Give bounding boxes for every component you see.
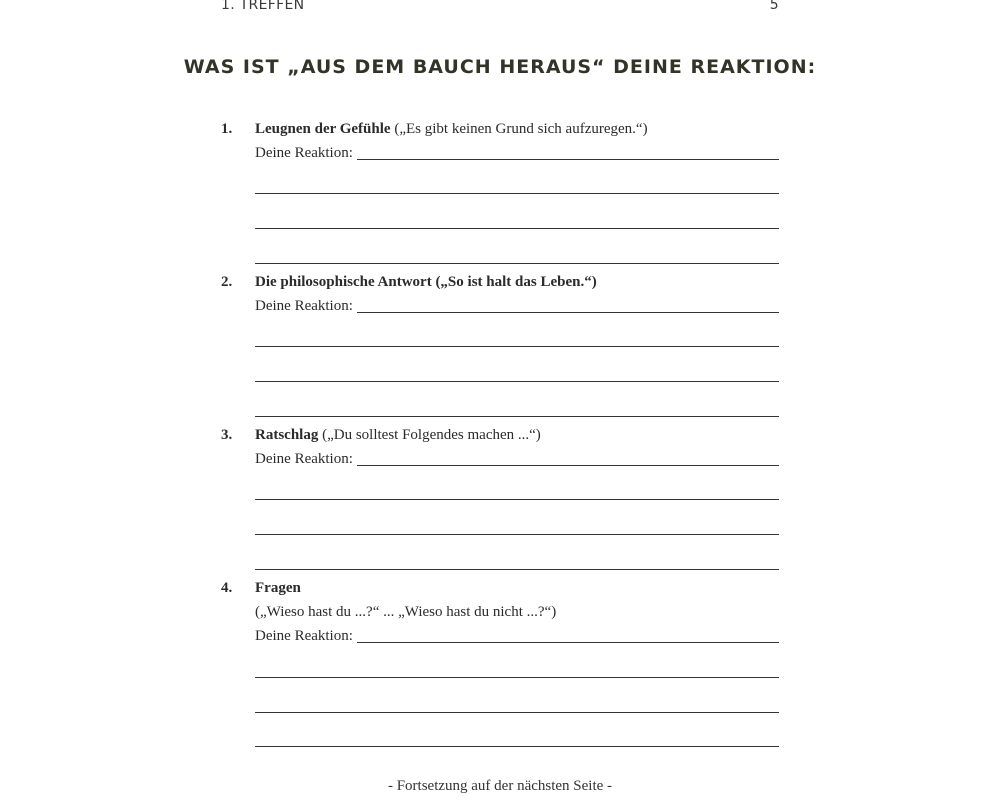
answer-line[interactable]	[255, 346, 779, 347]
question-1	[221, 117, 779, 267]
answer-line[interactable]	[255, 746, 779, 747]
answer-line[interactable]	[255, 569, 779, 570]
question-heading-rest: („Du solltest Folgendes machen ...“)	[318, 427, 541, 443]
reaction-label: Deine Reaktion:	[255, 451, 353, 467]
page-number: 5	[769, 0, 779, 13]
question-2	[221, 270, 779, 420]
reaction-label: Deine Reaktion:	[255, 628, 353, 644]
reaction-row	[255, 447, 779, 471]
answer-line[interactable]	[255, 499, 779, 500]
question-heading	[255, 576, 301, 600]
question-heading	[255, 423, 541, 447]
reaction-label: Deine Reaktion:	[255, 145, 353, 161]
question-heading-bold: Leugnen der Gefühle	[255, 121, 391, 137]
reaction-row	[255, 294, 779, 318]
question-subline: („Wieso hast du ...?“ ... „Wieso hast du nicht ...?“)	[255, 604, 557, 620]
question-number: 2.	[221, 274, 233, 290]
question-heading-bold: Fragen	[255, 580, 301, 596]
question-number: 1.	[221, 121, 233, 137]
question-heading-bold: Die philosophische Antwort („So ist halt das Leben.“)	[255, 274, 597, 290]
question-heading	[255, 270, 597, 294]
answer-line[interactable]	[255, 677, 779, 678]
continuation-note: - Fortsetzung auf der nächsten Seite -	[387, 778, 613, 794]
question-3	[221, 423, 779, 573]
reaction-row	[255, 141, 779, 165]
answer-line[interactable]	[255, 263, 779, 264]
answer-line[interactable]	[255, 712, 779, 713]
page-title: WAS IST „AUS DEM BAUCH HERAUS“ DEINE REAKTION:	[183, 56, 817, 78]
answer-line[interactable]	[255, 193, 779, 194]
answer-line[interactable]	[255, 534, 779, 535]
reaction-label: Deine Reaktion:	[255, 298, 353, 314]
reaction-row	[255, 624, 779, 648]
question-heading	[255, 117, 648, 141]
chapter-header: 1. TREFFEN	[221, 0, 305, 13]
answer-line[interactable]	[357, 464, 779, 466]
answer-line[interactable]	[357, 158, 779, 160]
answer-line[interactable]	[255, 416, 779, 417]
question-heading-bold: Ratschlag	[255, 427, 319, 443]
answer-line[interactable]	[255, 228, 779, 229]
question-number: 4.	[221, 580, 233, 596]
answer-line[interactable]	[357, 641, 779, 643]
answer-line[interactable]	[255, 381, 779, 382]
question-4	[221, 576, 779, 751]
question-heading-rest: („Es gibt keinen Grund sich aufzuregen.“)	[390, 121, 648, 137]
question-number: 3.	[221, 427, 233, 443]
answer-line[interactable]	[357, 311, 779, 313]
